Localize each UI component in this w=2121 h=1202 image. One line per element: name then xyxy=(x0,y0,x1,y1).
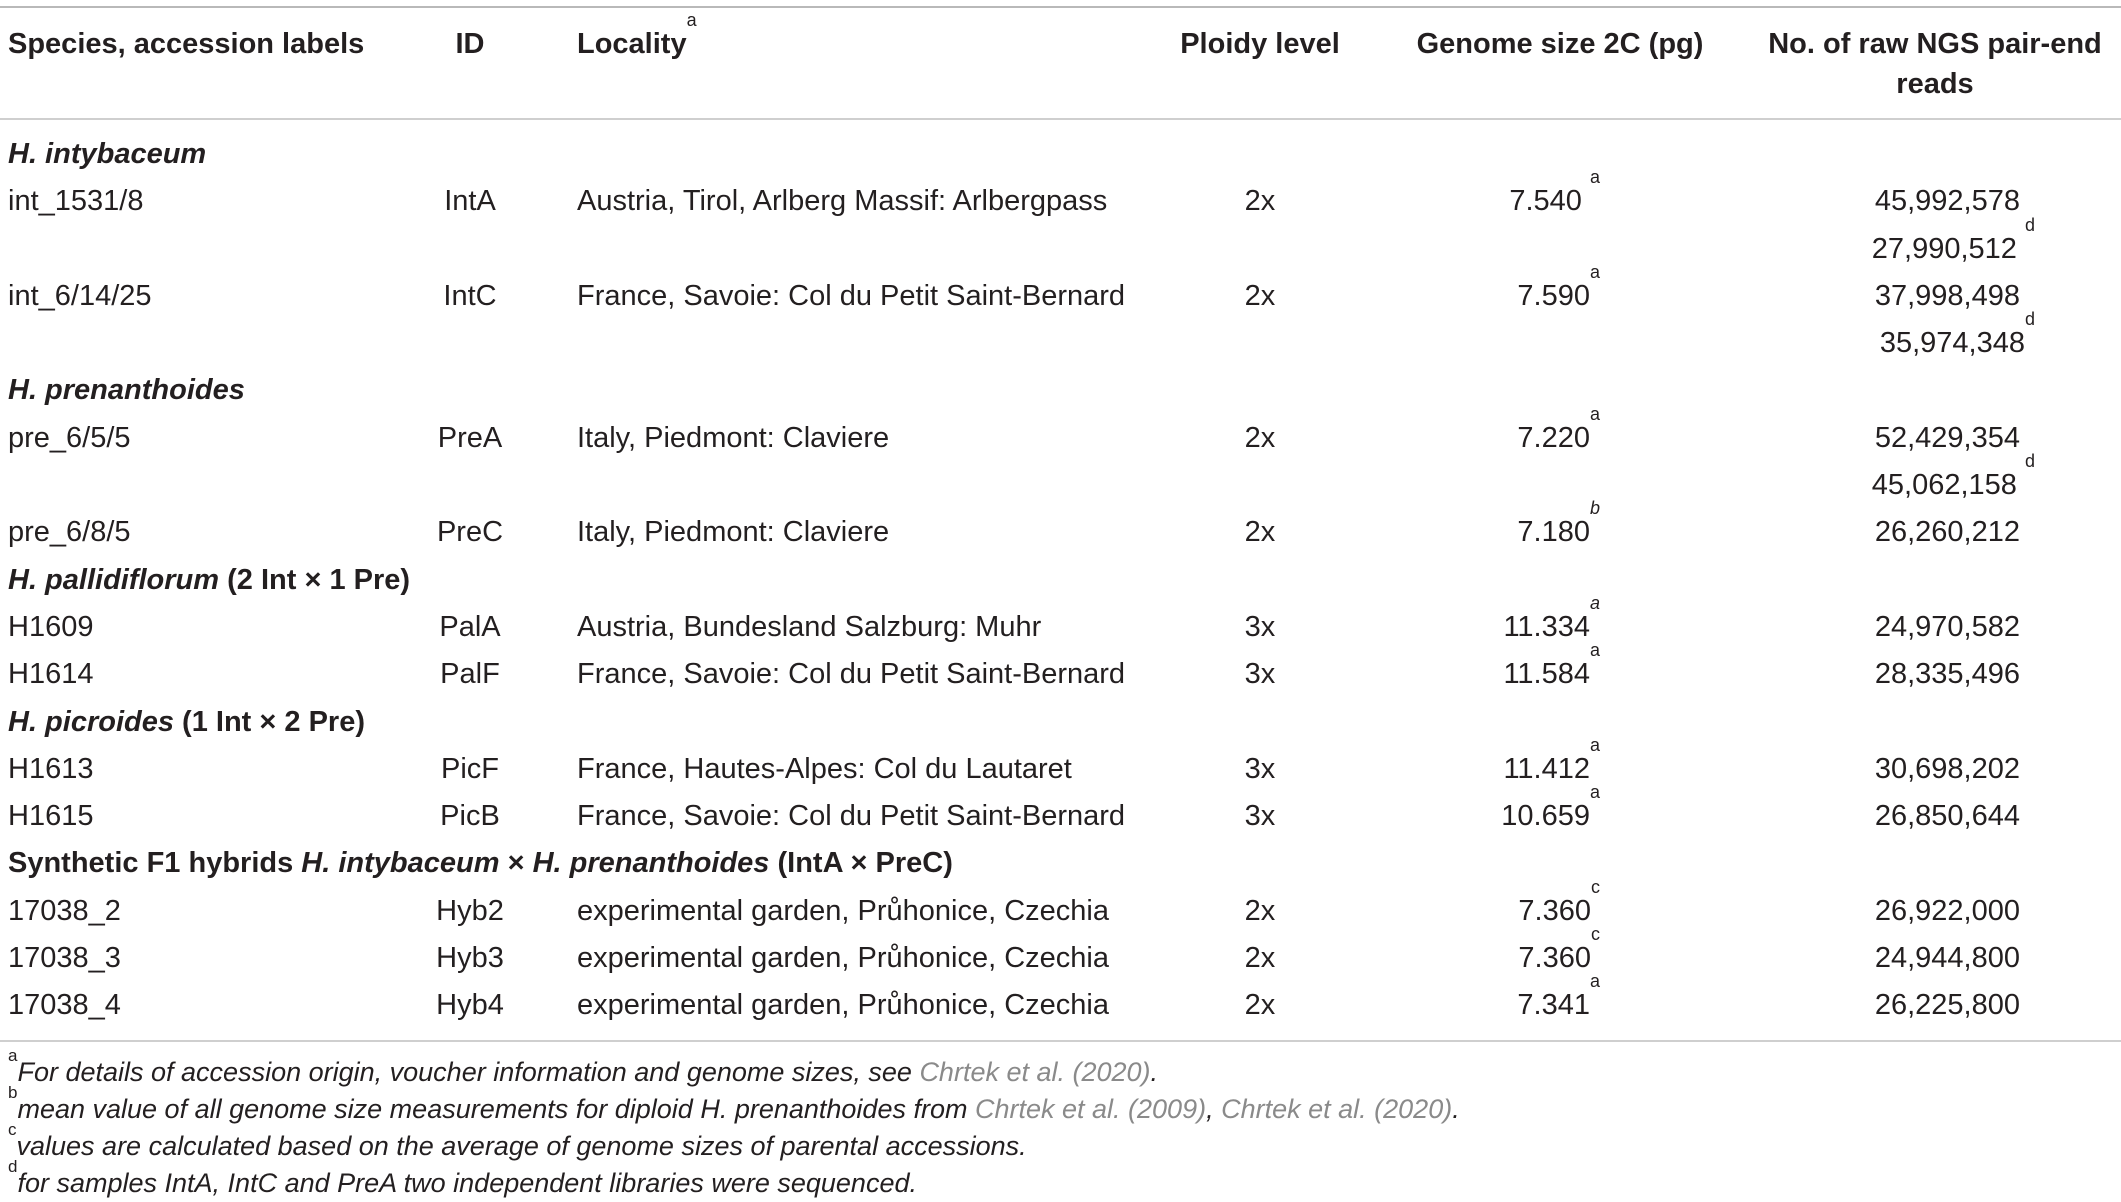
table-header xyxy=(0,8,2121,120)
data-table xyxy=(0,6,2121,1029)
footnote-c: $^c$values are calculated based on the average of genome sizes of parental accessions. xyxy=(8,1120,1027,1161)
group-row: H. prenanthoides xyxy=(8,374,245,407)
table-body xyxy=(0,120,2121,1029)
header-reads: No. of raw NGS pair-end reads xyxy=(1768,28,2102,100)
group-row: H. pallidiflorum (2 Int × 1 Pre) xyxy=(8,563,411,596)
header-species: Species, accession labels xyxy=(8,28,365,60)
table-row: H1615 PicB France, Savoie: Col du Petit Saint-Bernard 3x 10.659$^a$ 26,850,644 xyxy=(8,782,2020,833)
table-row: H1614 PalF France, Savoie: Col du Petit Saint-Bernard 3x 11.584$^a$ 28,335,496 xyxy=(8,640,2020,691)
footnote-b: $^b$mean value of all genome size measurements for diploid H. prenanthoides from Chrtek et al. (2009), Chrtek et al. (2020). xyxy=(8,1083,1460,1124)
group-row: H. intybaceum xyxy=(8,138,207,170)
header-id: ID xyxy=(455,28,485,60)
citation-link[interactable]: Chrtek et al. (2009) xyxy=(974,1094,1207,1124)
group-row: H. picroides (1 Int × 2 Pre) xyxy=(8,705,365,738)
group-row: Synthetic F1 hybrids H. intybaceum × H. prenanthoides (IntA × PreC) xyxy=(8,847,953,880)
table-footnotes xyxy=(0,1040,2121,1202)
header-genome-size: Genome size 2C (pg) xyxy=(1416,28,1704,60)
table-row-continuation: 35,974,348$^d$ xyxy=(1879,309,2035,360)
footnote-d: $^d$for samples IntA, IntC and PreA two independent libraries were sequenced. xyxy=(8,1157,917,1198)
table-row-continuation: 27,990,512 $^d$ xyxy=(1871,214,2035,265)
table-row: int_1531/8 IntA Austria, Tirol, Arlberg Massif: Arlbergpass 2x 7.540 $^a$ 45,992,578 xyxy=(8,167,2020,218)
header-locality: Locality$^a$ xyxy=(577,10,697,60)
header-ploidy: Ploidy level xyxy=(1180,28,1340,60)
table-row: 17038_3 Hyb3 experimental garden, Průhonice, Czechia 2x 7.360$^c$ 24,944,800 xyxy=(8,924,2020,975)
table-row: 17038_2 Hyb2 experimental garden, Průhonice, Czechia 2x 7.360$^c$ 26,922,000 xyxy=(8,876,2020,927)
table-row: int_6/14/25 IntC France, Savoie: Col du Petit Saint-Bernard 2x 7.590$^a$ 37,998,498 xyxy=(8,261,2020,312)
table-row-continuation: 45,062,158 $^d$ xyxy=(1871,451,2035,502)
citation-link[interactable]: Chrtek et al. (2020) xyxy=(919,1057,1151,1087)
citation-link[interactable]: Chrtek et al. (2020) xyxy=(1221,1094,1453,1124)
table-row: 17038_4 Hyb4 experimental garden, Průhonice, Czechia 2x 7.341$^a$ 26,225,800 xyxy=(8,971,2020,1022)
table-row: H1613 PicF France, Hautes-Alpes: Col du Lautaret 3x 11.412$^a$ 30,698,202 xyxy=(8,734,2020,785)
footnote-a: $^a$For details of accession origin, voucher information and genome sizes, see Chrtek et al. (2020). xyxy=(8,1046,1159,1087)
table-row: pre_6/5/5 PreA Italy, Piedmont: Claviere 2x 7.220$^a$ 52,429,354 xyxy=(8,403,2020,454)
table-row: pre_6/8/5 PreC Italy, Piedmont: Claviere 2x 7.180$^b$ 26,260,212 xyxy=(8,498,2020,549)
table-row: H1609 PalA Austria, Bundesland Salzburg: Muhr 3x 11.334$^a$ 24,970,582 xyxy=(8,592,2020,643)
